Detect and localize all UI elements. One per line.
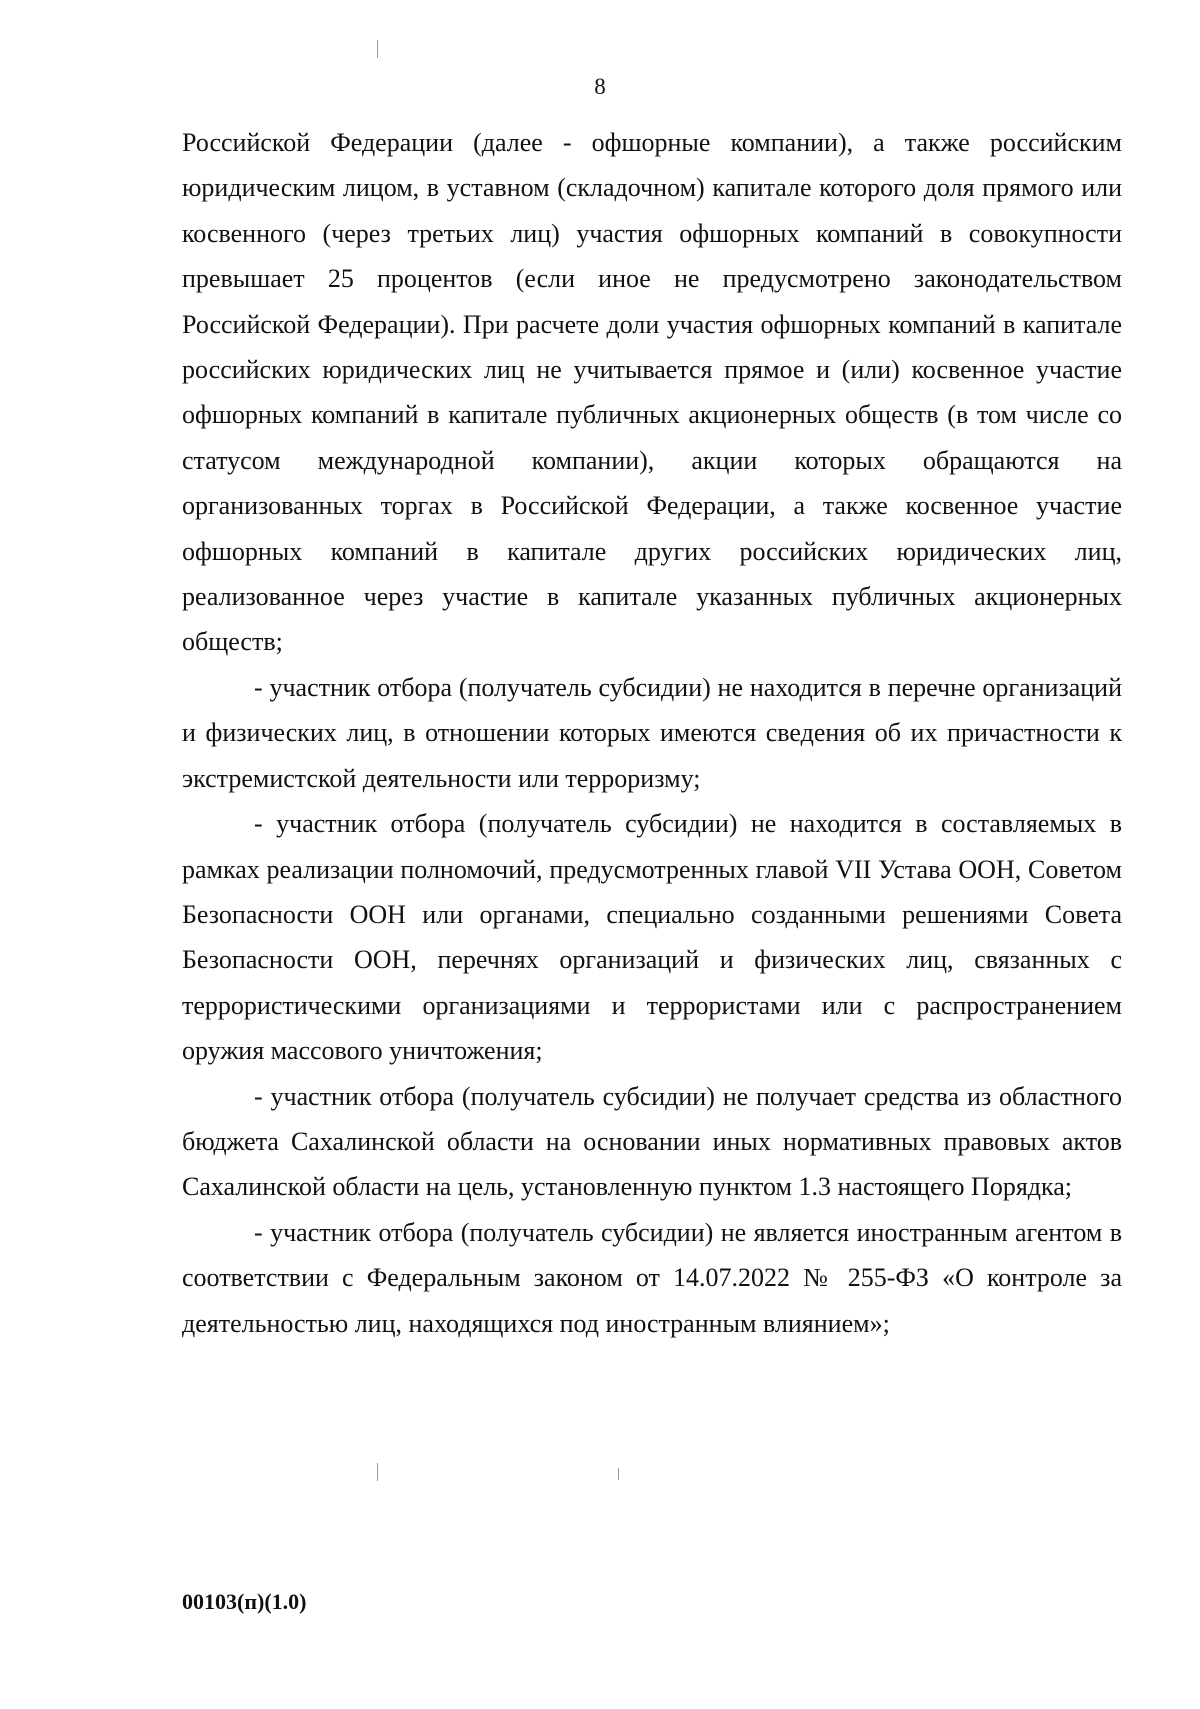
paragraph-offshore-companies: Российской Федерации (далее - офшорные компании), а также российским юридическим лицом, в уставном (складочном) капитале которого доля прямого или косвенного (через третьих лиц) участия офшорных компаний в совокупности превышает 25 процентов (если иное не предусмотрено законодательством Российской Федерации). При расчете доли участия офшорных компаний в капитале российских юридических лиц не учитывается прямое и (или) косвенное участие офшорных компаний в капитале публичных акционерных обществ (в том числе со статусом международной компании), акции которых обращаются на организованных торгах в Российской Федерации, а также косвенное участие офшорных компаний в капитале других российских юридических лиц, реализованное через участие в капитале указанных публичных акционерных обществ; (182, 128, 1122, 657)
paragraph-un-sanctions-list: - участник отбора (получатель субсидии) не находится в составляемых в рамках реализации полномочий, предусмотренных главой VII Устава ООН, Советом Безопасности ООН или органами, специально созданными решениями Совета Безопасности ООН, перечнях организаций и физических лиц, связанных с террористическими организациями и террористами или с распространением оружия массового уничтожения; (182, 809, 1122, 1066)
document-body (182, 120, 1122, 1346)
document-code: 00103(п)(1.0) (182, 1589, 307, 1614)
paragraph-foreign-agent: - участник отбора (получатель субсидии) не является иностранным агентом в соответствии с Федеральным законом от 14.07.2022 № 255-ФЗ «О контроле за деятельностью лиц, находящихся под иностранным влиянием»; (182, 1217, 1122, 1338)
paragraph-other-budget-funds: - участник отбора (получатель субсидии) не получает средства из областного бюджета Сахалинской области на основании иных нормативных правовых актов Сахалинской области на цель, установленную пунктом 1.3 настоящего Порядка; (182, 1081, 1122, 1202)
scan-artifact (618, 1468, 619, 1480)
scan-artifact (377, 40, 378, 58)
paragraph-extremism-list: - участник отбора (получатель субсидии) не находится в перечне организаций и физических лиц, в отношении которых имеются сведения об их причастности к экстремистской деятельности или терроризму; (182, 672, 1122, 793)
page-number: 8 (594, 74, 606, 99)
scan-artifact (377, 1463, 378, 1481)
